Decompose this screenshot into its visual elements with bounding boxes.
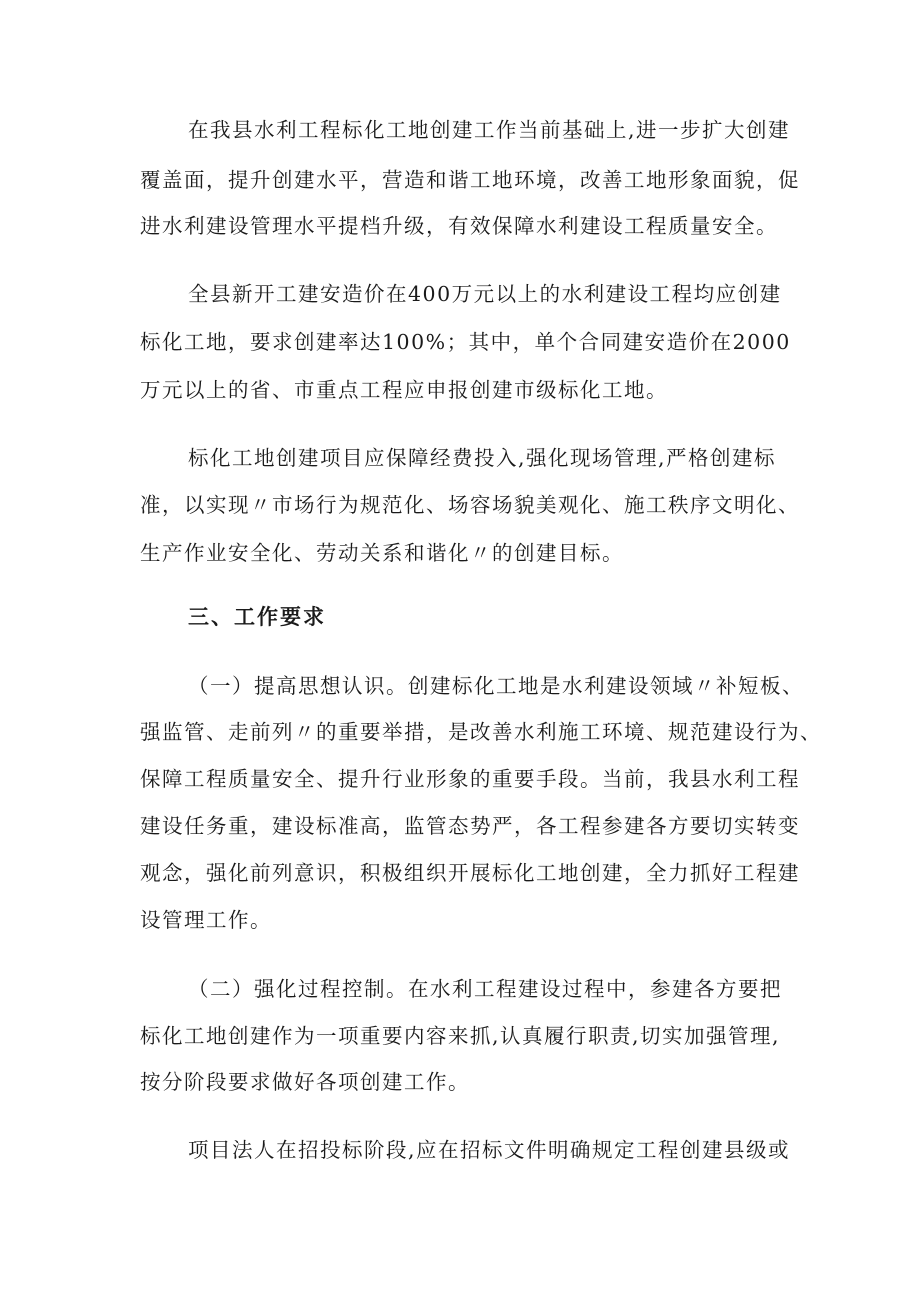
paragraph-line: 观念，强化前列意识，积极组织开展标化工地创建，全力抓好工程建 (140, 861, 800, 885)
paragraph-line: 进水利建设管理水平提档升级，有效保障水利建设工程质量安全。 (140, 214, 778, 238)
paragraph-line: 万元以上的省、市重点工程应申报创建市级标化工地。 (140, 378, 668, 402)
paragraph-line: 项目法人在招投标阶段,应在招标文件明确规定工程创建县级或 (188, 1138, 791, 1162)
paragraph-line: 建设任务重，建设标准高，监管态势严，各工程参建各方要切实转变 (140, 814, 800, 838)
paragraph-line: （二）强化过程控制。在水利工程建设过程中，参建各方要把 (188, 977, 782, 1001)
paragraph-line: 保障工程质量安全、提升行业形象的重要手段。当前，我县水利工程 (140, 767, 800, 791)
paragraph-line: （一）提高思想认识。创建标化工地是水利建设领域〃补短板、 (188, 674, 804, 698)
paragraph-line: 准，以实现〃市场行为规范化、场容场貌美观化、施工秩序文明化、 (140, 493, 800, 517)
paragraph-line: 在我县水利工程标化工地创建工作当前基础上,进一步扩大创建 (188, 118, 791, 142)
paragraph-line: 生产作业安全化、劳动关系和谐化〃的创建目标。 (140, 541, 624, 565)
paragraph-line: 强监管、走前列〃的重要举措，是改善水利施工环境、规范建设行为、 (140, 720, 822, 744)
paragraph-line: 标化工地，要求创建率达100%；其中，单个合同建安造价在2000 (140, 330, 791, 354)
paragraph-line: 全县新开工建安造价在400万元以上的水利建设工程均应创建 (188, 282, 782, 306)
section-heading: 三、工作要求 (188, 605, 326, 629)
paragraph-line: 按分阶段要求做好各项创建工作。 (140, 1070, 470, 1094)
paragraph-line: 标化工地创建作为一项重要内容来抓,认真履行职责,切实加强管理, (140, 1024, 781, 1048)
paragraph-line: 覆盖面，提升创建水平，营造和谐工地环境，改善工地形象面貌，促 (140, 168, 800, 192)
paragraph-line: 设管理工作。 (140, 908, 272, 932)
paragraph-line: 标化工地创建项目应保障经费投入,强化现场管理,严格创建标 (188, 446, 777, 470)
